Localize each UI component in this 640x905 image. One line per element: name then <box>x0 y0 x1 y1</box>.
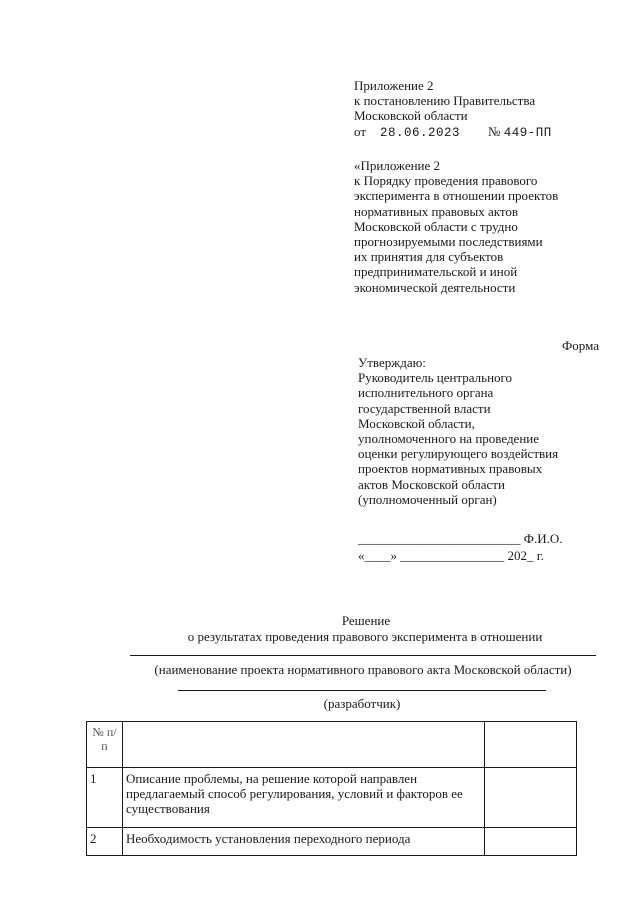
form-label: Форма <box>562 338 599 353</box>
row-value-cell <box>485 828 577 856</box>
table-row <box>87 828 577 856</box>
appendix-block <box>354 78 552 141</box>
header-cell <box>123 722 485 768</box>
inner-appendix-line: «Приложение 2 <box>354 158 441 173</box>
approval-line: исполнительного органа <box>358 385 494 401</box>
approval-line: государственной власти <box>358 400 491 416</box>
appendix-title: Приложение 2 <box>354 78 434 93</box>
inner-appendix-line: прогнозируемыми последствиями <box>354 234 543 250</box>
row-num-cell: 2 <box>87 828 123 856</box>
decree-date-number <box>354 124 552 141</box>
inner-appendix-block <box>354 158 558 295</box>
row-text-cell: Необходимость установления переходного периода <box>123 828 485 856</box>
project-name-caption: (наименование проекта нормативного правового акта Московской области) <box>154 662 572 677</box>
inner-appendix-line: к Порядку проведения правового <box>354 173 538 189</box>
approval-line: актов Московской области <box>358 476 505 492</box>
decree-date: 28.06.2023 <box>380 125 461 140</box>
header-num-cell: № п/п <box>87 722 123 768</box>
decision-table <box>86 721 577 856</box>
decision-subtitle: о результатах проведения правового эксперимента в отношении <box>187 629 543 644</box>
table-header-row <box>87 722 577 768</box>
approval-block <box>358 355 558 507</box>
row-num-cell: 1 <box>87 768 123 828</box>
signature-line: _________________________ Ф.И.О. <box>358 531 563 546</box>
approval-line: Московской области, <box>358 415 475 431</box>
number-label: № <box>488 123 501 139</box>
decree-number: 449-ПП <box>503 125 552 140</box>
approval-line: Утверждаю: <box>358 355 426 370</box>
project-name-rule <box>130 655 596 656</box>
approval-line: уполномоченного на проведение <box>358 431 540 447</box>
appendix-line: Московской области <box>354 108 468 124</box>
inner-appendix-line: экономической деятельности <box>354 279 516 295</box>
header-cell <box>485 722 577 768</box>
inner-appendix-line: их принятия для субъектов <box>354 249 504 265</box>
developer-rule <box>178 690 546 691</box>
row-text-cell: Описание проблемы, на решение которой направлен предлагаемый способ регулирования, условий и факторов ее существования <box>123 768 485 828</box>
inner-appendix-line: нормативных правовых актов <box>354 203 519 219</box>
decision-title: Решение <box>341 613 391 628</box>
approval-line: Руководитель центрального <box>358 370 513 386</box>
approval-line: проектов нормативных правовых <box>358 461 543 477</box>
row-value-cell <box>485 768 577 828</box>
table-row <box>87 768 577 828</box>
approval-line: оценки регулирующего воздействия <box>358 446 559 462</box>
from-label: от <box>354 123 367 139</box>
inner-appendix-line: предпринимательской и иной <box>354 264 518 280</box>
approval-date-line: «____» ________________ 202_ г. <box>358 548 544 563</box>
developer-caption: (разработчик) <box>323 696 401 711</box>
inner-appendix-line: эксперимента в отношении проектов <box>354 188 559 204</box>
approval-line: (уполномоченный орган) <box>358 491 497 507</box>
inner-appendix-line: Московской области с трудно <box>354 218 518 234</box>
appendix-line: к постановлению Правительства <box>354 93 536 109</box>
